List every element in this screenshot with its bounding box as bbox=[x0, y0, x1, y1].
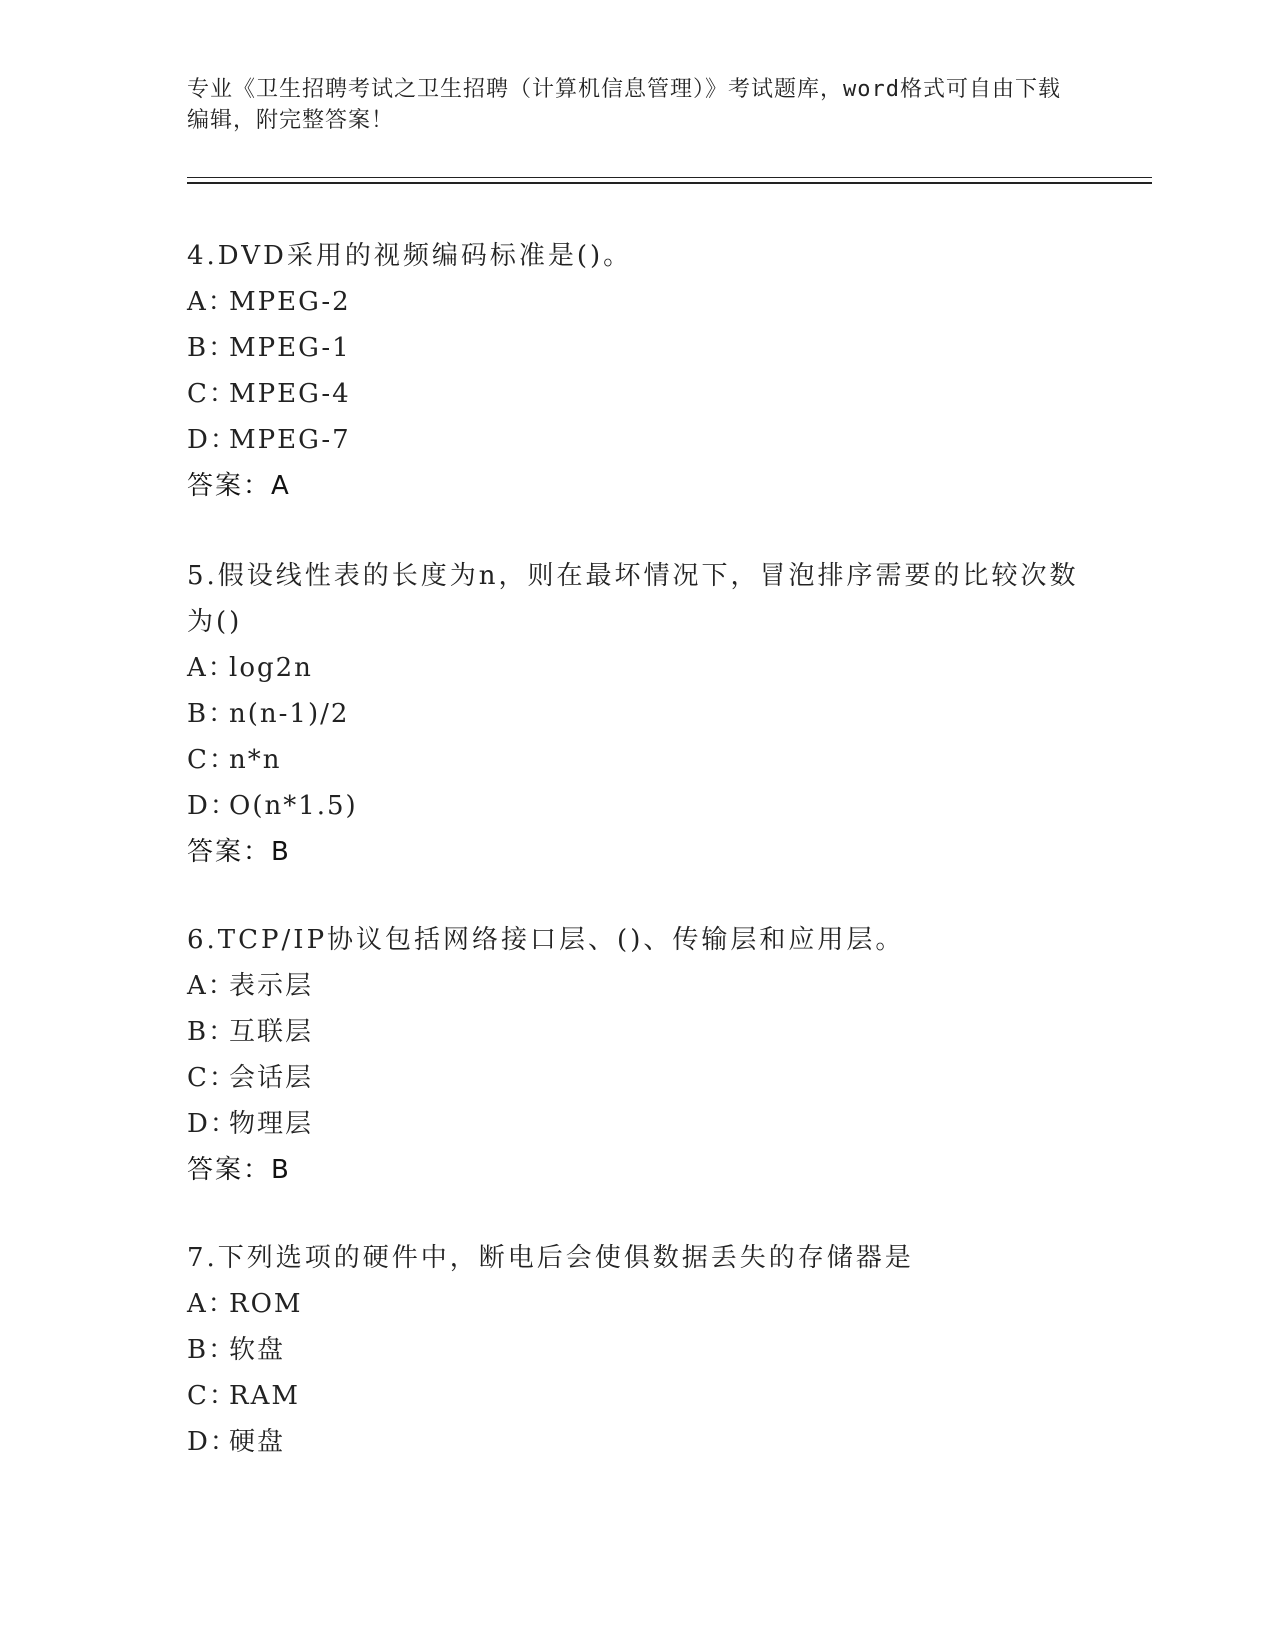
option-b bbox=[187, 1009, 1087, 1055]
option-a bbox=[187, 1281, 1087, 1327]
option-text: n*n bbox=[229, 745, 282, 775]
option-b bbox=[187, 325, 1087, 371]
option-key: C： bbox=[187, 1063, 237, 1093]
option-key: D： bbox=[187, 791, 238, 821]
option-text: RAM bbox=[229, 1381, 300, 1411]
option-key: C： bbox=[187, 745, 237, 775]
option-text: 物理层 bbox=[229, 1109, 314, 1139]
option-key: D： bbox=[187, 1427, 238, 1457]
question-5 bbox=[187, 553, 1087, 875]
option-text: MPEG-1 bbox=[229, 333, 351, 363]
option-b bbox=[187, 1327, 1087, 1373]
option-c bbox=[187, 1373, 1087, 1419]
option-key: B： bbox=[187, 1335, 237, 1365]
option-key: C： bbox=[187, 379, 237, 409]
option-key: A： bbox=[187, 653, 236, 683]
option-text: MPEG-7 bbox=[229, 425, 351, 455]
question-6 bbox=[187, 917, 1087, 1193]
option-text: 软盘 bbox=[229, 1335, 286, 1365]
option-d bbox=[187, 1101, 1087, 1147]
question-stem: 6.TCP/IP协议包括网络接口层、()、传输层和应用层。 bbox=[187, 925, 905, 955]
option-text: 表示层 bbox=[229, 971, 314, 1001]
document-header: 专业《卫生招聘考试之卫生招聘（计算机信息管理）》考试题库，word格式可自由下载编辑，附完整答案！ bbox=[187, 77, 1061, 133]
option-key: B： bbox=[187, 333, 237, 363]
answer-line: 答案：B bbox=[187, 837, 291, 867]
option-c bbox=[187, 737, 1087, 783]
option-text: 会话层 bbox=[229, 1063, 314, 1093]
option-text: MPEG-4 bbox=[229, 379, 351, 409]
option-text: 硬盘 bbox=[229, 1427, 286, 1457]
question-stem: 7.下列选项的硬件中，断电后会使俱数据丢失的存储器是 bbox=[187, 1243, 914, 1273]
option-a bbox=[187, 645, 1087, 691]
option-key: D： bbox=[187, 1109, 238, 1139]
option-text: O(n*1.5) bbox=[229, 791, 358, 821]
question-stem: 4.DVD采用的视频编码标准是()。 bbox=[187, 241, 633, 271]
option-text: n(n-1)/2 bbox=[229, 699, 350, 729]
option-text: MPEG-2 bbox=[229, 287, 351, 317]
option-b bbox=[187, 691, 1087, 737]
question-4 bbox=[187, 233, 1087, 509]
answer-line: 答案：B bbox=[187, 1155, 291, 1185]
option-d bbox=[187, 1419, 1087, 1465]
option-key: B： bbox=[187, 1017, 237, 1047]
option-text: 互联层 bbox=[229, 1017, 314, 1047]
option-c bbox=[187, 371, 1087, 417]
option-key: A： bbox=[187, 287, 236, 317]
option-d bbox=[187, 417, 1087, 463]
option-d bbox=[187, 783, 1087, 829]
header-divider-top bbox=[187, 177, 1152, 178]
option-text: log2n bbox=[229, 653, 313, 683]
option-c bbox=[187, 1055, 1087, 1101]
option-key: C： bbox=[187, 1381, 237, 1411]
option-key: A： bbox=[187, 1289, 236, 1319]
answer-line: 答案：A bbox=[187, 471, 291, 501]
header-divider-bottom bbox=[187, 182, 1152, 184]
question-stem: 5.假设线性表的长度为n，则在最坏情况下，冒泡排序需要的比较次数为() bbox=[187, 561, 1079, 637]
option-a bbox=[187, 963, 1087, 1009]
option-key: D： bbox=[187, 425, 238, 455]
option-key: B： bbox=[187, 699, 237, 729]
option-a bbox=[187, 279, 1087, 325]
option-text: ROM bbox=[229, 1289, 303, 1319]
option-key: A： bbox=[187, 971, 236, 1001]
question-7 bbox=[187, 1235, 1087, 1465]
